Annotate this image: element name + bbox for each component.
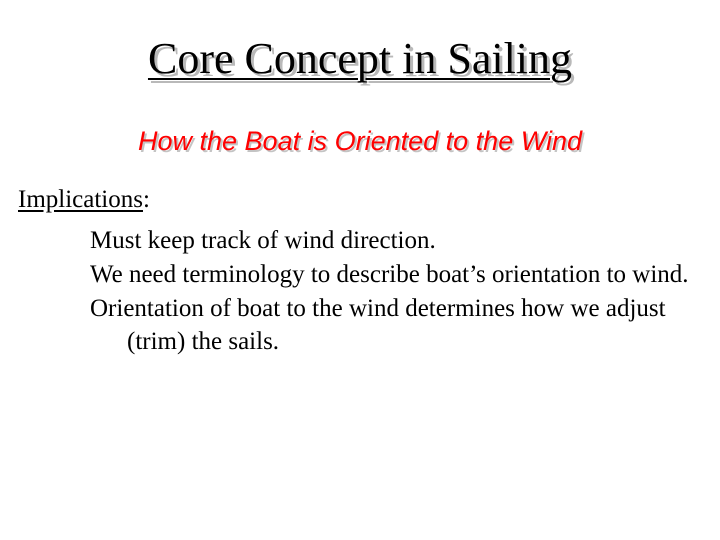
slide-subtitle [0, 123, 720, 159]
slide-body [18, 183, 708, 359]
slide-subtitle-text: How the Boat is Oriented to the Wind [138, 126, 582, 156]
implications-colon: : [142, 186, 150, 213]
slide-title [0, 32, 720, 86]
implications-list [18, 224, 708, 358]
implications-heading [18, 183, 708, 216]
implication-item: Orientation of boat to the wind determines how we adjust (trim) the sails. [90, 295, 666, 355]
implications-label: Implications [18, 186, 143, 213]
implication-item: Must keep track of wind direction. [90, 227, 436, 254]
implication-item: We need terminology to describe boat’s orientation to wind. [90, 261, 689, 288]
slide-title-text: Core Concept in Sailing [147, 34, 573, 83]
